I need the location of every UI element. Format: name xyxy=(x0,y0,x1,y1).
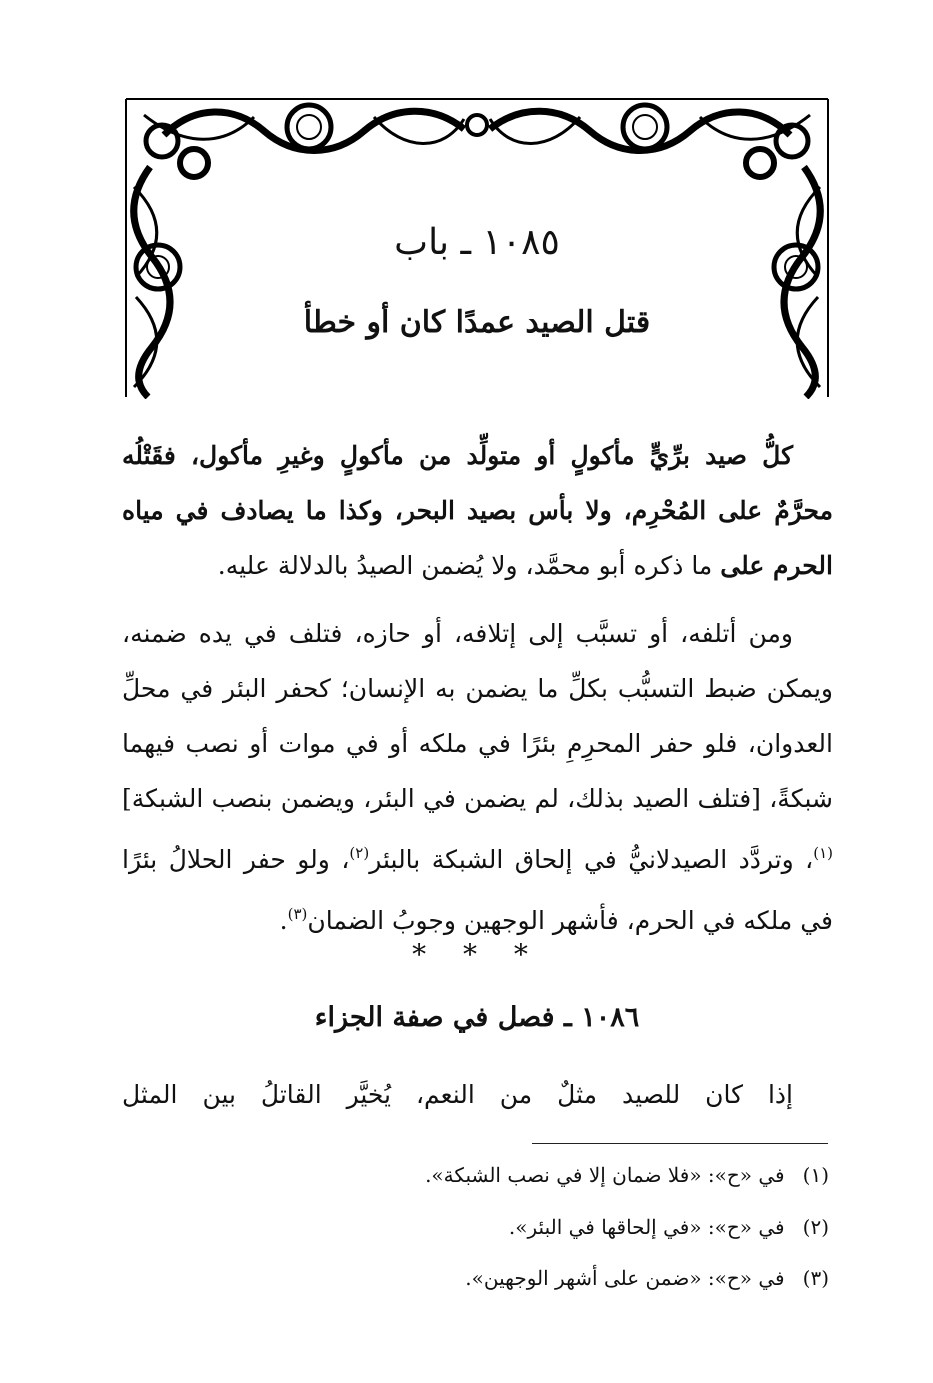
footnote-3-text: في «ح»: «ضمن على أشهر الوجهين». xyxy=(465,1266,785,1290)
section-title: ١٠٨٦ ـ فصل في صفة الجزاء xyxy=(314,1002,640,1033)
paragraph-1-rest: ما ذكره أبو محمَّد، ولا يُضمن الصيدُ بالدلالة عليه. xyxy=(217,551,721,580)
paragraph-2-end: . xyxy=(279,906,288,935)
footnote-1 xyxy=(425,1163,829,1187)
chapter-heading: ١٠٨٥ ـ باب xyxy=(394,222,560,263)
paragraph-3: إذا كان للصيد مثلٌ من النعم، يُخيَّر القاتلُ بين المثل xyxy=(122,1080,793,1109)
footnote-2 xyxy=(509,1215,829,1239)
section-separator: * * * xyxy=(412,938,542,971)
footnote-3-number: (٣) xyxy=(802,1266,829,1290)
footnote-1-text: في «ح»: «فلا ضمان إلا في نصب الشبكة». xyxy=(425,1163,785,1187)
paragraph-2-part2: ، وتردَّد الصيدلانيُّ في إلحاق الشبكة بالبئر xyxy=(369,845,814,874)
footnote-divider xyxy=(532,1143,828,1144)
footnote-ref-2[interactable]: (٢) xyxy=(349,844,370,862)
footnote-2-text: في «ح»: «في إلحاقها في البئر». xyxy=(508,1215,785,1239)
paragraph-2 xyxy=(122,606,833,948)
footnote-2-number: (٢) xyxy=(802,1215,829,1239)
chapter-title: قتل الصيد عمدًا كان أو خطأ xyxy=(303,305,651,340)
paragraph-2-part3: ، ولو حفر الحلالُ بئرًا في ملكه في الحرم، فأشهر الوجهين وجوبُ الضمان xyxy=(122,845,833,935)
paragraph-2-part1: ومن أتلفه، أو تسبَّب إلى إتلافه، أو حازه، فتلف في يده ضمنه، ويمكن ضبط التسبُّب بكلِّ ما يضمن به الإنسان؛ كحفر البئر في محلِّ العدوان، فلو حفر المحرِمِ بئرًا في ملكه أو في موات أو نصب فيهما شبكةً، [فتلف الصيد بذلك، لم يضمن في البئر، ويضمن بنصب الشبكة] xyxy=(122,619,833,813)
footnote-ref-1[interactable]: (١) xyxy=(813,844,833,862)
paragraph-1-bold: كلُّ صيد برِّيٍّ مأكولٍ أو متولِّد من مأكولٍ وغيرِ مأكول، فقَتْلُه محرَّمٌ على المُحْرِم، ولا بأس بصيد البحر، وكذا ما يصادف في مياه الحرم على xyxy=(122,441,833,580)
footnote-ref-3[interactable]: (٣) xyxy=(287,905,308,923)
footnote-3 xyxy=(465,1266,829,1290)
footnote-1-number: (١) xyxy=(802,1163,829,1187)
paragraph-1 xyxy=(122,428,833,593)
